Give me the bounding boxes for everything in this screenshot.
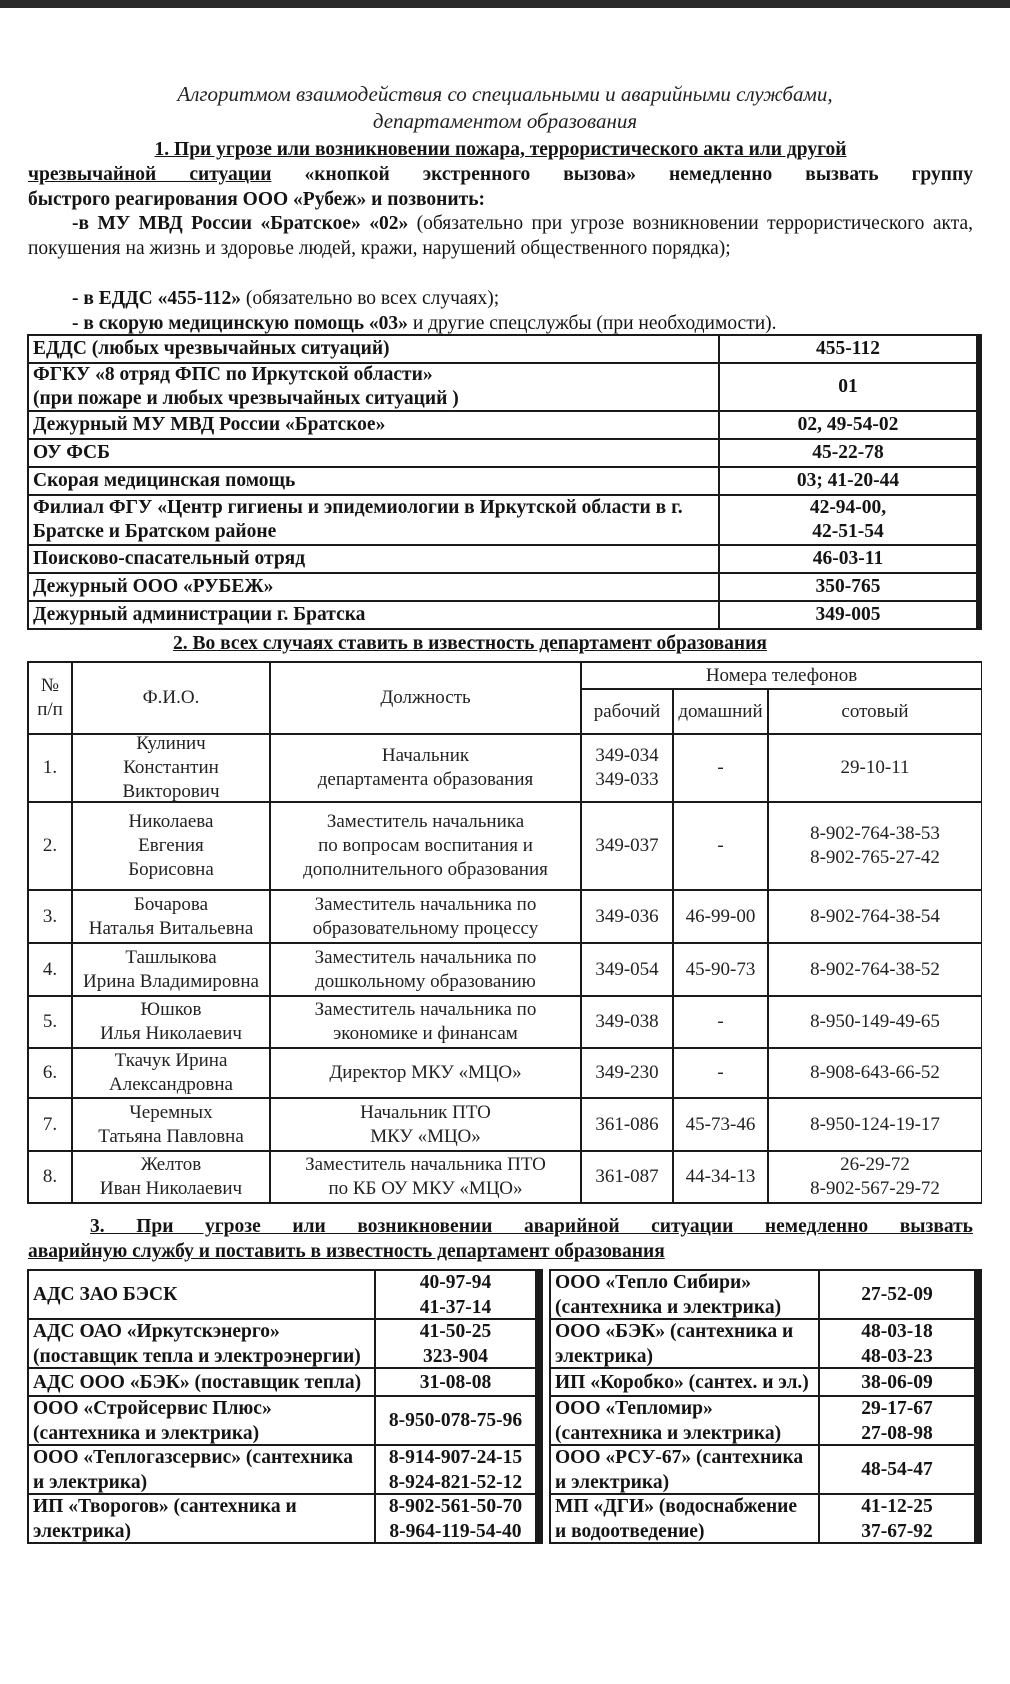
utility-service-phone: 31-08-08 bbox=[376, 1369, 535, 1395]
utility-service-phone: 8-902-561-50-70 8-964-119-54-40 bbox=[376, 1495, 535, 1542]
section1-line2-rest: «кнопкой экстренного вызова» немедленно вызвать группу bbox=[271, 164, 973, 185]
col-header-work-phone: рабочий bbox=[582, 690, 672, 733]
section3-title-line-2 bbox=[28, 1238, 973, 1265]
utility-service-name: МП «ДГИ» (водоснабжение и водоотведение) bbox=[551, 1495, 818, 1542]
staff-home-phone: 44-34-13 bbox=[674, 1152, 767, 1202]
staff-home-phone: 45-73-46 bbox=[674, 1099, 767, 1150]
section3-title-line-1 bbox=[28, 1213, 973, 1240]
section1-title-text: 1. При угрозе или возникновении пожара, террористического акта или другой bbox=[154, 139, 847, 160]
staff-position: Заместитель начальника по дошкольному образованию bbox=[271, 944, 580, 995]
service-name: ФГКУ «8 отряд ФПС по Иркутской области» (при пожаре и любых чрезвычайных ситуаций ) bbox=[29, 364, 718, 410]
service-phone: 02, 49-54-02 bbox=[720, 412, 976, 438]
utility-service-name: ООО «Стройсервис Плюс» (сантехника и электрика) bbox=[29, 1397, 374, 1444]
section1-line3 bbox=[28, 186, 973, 213]
utility-service-name: ООО «Тепло Сибири» (сантехника и электрика) bbox=[551, 1271, 818, 1318]
staff-name: Николаева Евгения Борисовна bbox=[73, 803, 269, 889]
utility-services-table-left bbox=[27, 1269, 543, 1544]
staff-position: Заместитель начальника ПТО по КБ ОУ МКУ «МЦО» bbox=[271, 1152, 580, 1202]
row-number: 3. bbox=[29, 891, 71, 942]
row-number: 4. bbox=[29, 944, 71, 995]
service-phone: 46-03-11 bbox=[720, 546, 976, 572]
utility-service-name: АДС ООО «БЭК» (поставщик тепла) bbox=[29, 1369, 374, 1395]
utility-service-phone: 48-03-18 48-03-23 bbox=[820, 1320, 974, 1367]
staff-work-phone: 349-036 bbox=[582, 891, 672, 942]
section3-title-line1-text: 3. При угрозе или возникновении аварийной ситуации немедленно вызвать bbox=[90, 1216, 973, 1237]
col-header-mobile-phone: сотовый bbox=[769, 690, 981, 733]
staff-mobile-phone: 8-950-149-49-65 bbox=[769, 997, 981, 1047]
staff-mobile-phone: 8-902-764-38-52 bbox=[769, 944, 981, 995]
service-name: Поисково-спасательный отряд bbox=[29, 546, 718, 572]
document-title-line-2: департаментом образования bbox=[372, 109, 638, 133]
staff-mobile-phone: 26-29-72 8-902-567-29-72 bbox=[769, 1152, 981, 1202]
section2-title-text: 2. Во всех случаях ставить в известность департамент образования bbox=[173, 633, 767, 654]
utility-service-name: АДС ОАО «Иркутскэнерго» (поставщик тепла и электроэнергии) bbox=[29, 1320, 374, 1367]
document-title-line-1: Алгоритмом взаимодействия со специальными и аварийными службами, bbox=[177, 82, 833, 106]
staff-work-phone: 349-054 bbox=[582, 944, 672, 995]
service-phone: 349-005 bbox=[720, 602, 976, 628]
utility-service-phone: 40-97-94 41-37-14 bbox=[376, 1271, 535, 1318]
staff-home-phone: - bbox=[674, 1049, 767, 1097]
col-header-number: № п/п bbox=[29, 663, 71, 733]
item-edds-rest: (обязательно во всех случаях); bbox=[241, 288, 500, 309]
utility-service-phone: 27-52-09 bbox=[820, 1271, 974, 1318]
row-number: 7. bbox=[29, 1099, 71, 1150]
scan-top-border bbox=[0, 0, 1010, 8]
staff-name: Ткачук Ирина Александровна bbox=[73, 1049, 269, 1097]
staff-mobile-phone: 8-902-764-38-53 8-902-765-27-42 bbox=[769, 803, 981, 889]
service-phone: 45-22-78 bbox=[720, 440, 976, 466]
col-header-position: Должность bbox=[271, 663, 580, 733]
staff-home-phone: 46-99-00 bbox=[674, 891, 767, 942]
staff-home-phone: 45-90-73 bbox=[674, 944, 767, 995]
service-name: Дежурный МУ МВД России «Братское» bbox=[29, 412, 718, 438]
service-phone: 03; 41-20-44 bbox=[720, 468, 976, 494]
service-phone: 42-94-00, 42-51-54 bbox=[720, 496, 976, 544]
item-edds-bold: - в ЕДДС «455-112» bbox=[72, 288, 241, 309]
utility-service-name: ИП «Коробко» (сантех. и эл.) bbox=[551, 1369, 818, 1395]
utility-service-phone: 8-950-078-75-96 bbox=[376, 1397, 535, 1444]
col-header-name: Ф.И.О. bbox=[73, 663, 269, 733]
emergency-contacts-table bbox=[27, 334, 982, 630]
service-phone: 455-112 bbox=[720, 336, 976, 362]
department-staff-table bbox=[27, 661, 982, 1204]
staff-position: Начальник департамента образования bbox=[271, 735, 580, 801]
section2-title bbox=[70, 630, 870, 657]
service-name: Скорая медицинская помощь bbox=[29, 468, 718, 494]
section1-line3-text: быстрого реагирования ООО «Рубеж» и позвонить: bbox=[28, 189, 486, 210]
staff-work-phone: 349-038 bbox=[582, 997, 672, 1047]
staff-position: Директор МКУ «МЦО» bbox=[271, 1049, 580, 1097]
staff-name: Ташлыкова Ирина Владимировна bbox=[73, 944, 269, 995]
staff-work-phone: 349-230 bbox=[582, 1049, 672, 1097]
staff-mobile-phone: 8-902-764-38-54 bbox=[769, 891, 981, 942]
item-police-rest: (обязательно при угрозе возникновении террористического акта, покушения на жизнь и здоровье людей, кражи, нарушений общественного порядка); bbox=[28, 213, 974, 259]
staff-position: Начальник ПТО МКУ «МЦО» bbox=[271, 1099, 580, 1150]
utility-service-phone: 41-50-25 323-904 bbox=[376, 1320, 535, 1367]
staff-position: Заместитель начальника по экономике и финансам bbox=[271, 997, 580, 1047]
utility-service-phone: 41-12-25 37-67-92 bbox=[820, 1495, 974, 1542]
staff-mobile-phone: 8-908-643-66-52 bbox=[769, 1049, 981, 1097]
section1-line2-underlined: чрезвычайной ситуации bbox=[28, 164, 272, 185]
staff-home-phone: - bbox=[674, 997, 767, 1047]
staff-name: Юшков Илья Николаевич bbox=[73, 997, 269, 1047]
utility-service-name: ООО «РСУ-67» (сантехника и электрика) bbox=[551, 1446, 818, 1493]
staff-name: Кулинич Константин Викторович bbox=[73, 735, 269, 801]
row-number: 6. bbox=[29, 1049, 71, 1097]
utility-service-phone: 38-06-09 bbox=[820, 1369, 974, 1395]
col-header-phones: Номера телефонов bbox=[582, 663, 981, 688]
section3-title-line2-text: аварийную службу и поставить в известность департамент образования bbox=[28, 1241, 665, 1262]
utility-service-name: АДС ЗАО БЭСК bbox=[29, 1271, 374, 1318]
row-number: 5. bbox=[29, 997, 71, 1047]
staff-name: Желтов Иван Николаевич bbox=[73, 1152, 269, 1202]
staff-mobile-phone: 29-10-11 bbox=[769, 735, 981, 801]
section1-line2 bbox=[28, 161, 973, 188]
staff-home-phone: - bbox=[674, 803, 767, 889]
utility-service-name: ООО «Теплогазсервис» (сантехника и электрика) bbox=[29, 1446, 374, 1493]
section1-item-police bbox=[28, 211, 973, 261]
staff-position: Заместитель начальника по образовательному процессу bbox=[271, 891, 580, 942]
section1-item-ambulance bbox=[28, 311, 973, 336]
service-name: Филиал ФГУ «Центр гигиены и эпидемиологии в Иркутской области в г. Братске и Братском районе bbox=[29, 496, 718, 544]
staff-home-phone: - bbox=[674, 735, 767, 801]
staff-position: Заместитель начальника по вопросам воспитания и дополнительного образования bbox=[271, 803, 580, 889]
utility-service-name: ООО «БЭК» (сантехника и электрика) bbox=[551, 1320, 818, 1367]
utility-service-phone: 48-54-47 bbox=[820, 1446, 974, 1493]
staff-work-phone: 361-086 bbox=[582, 1099, 672, 1150]
utility-service-name: ООО «Тепломир» (сантехника и электрика) bbox=[551, 1397, 818, 1444]
staff-work-phone: 349-034 349-033 bbox=[582, 735, 672, 801]
service-name: ЕДДС (любых чрезвычайных ситуаций) bbox=[29, 336, 718, 362]
service-phone: 01 bbox=[720, 364, 976, 410]
utility-service-name: ИП «Творогов» (сантехника и электрика) bbox=[29, 1495, 374, 1542]
utility-service-phone: 8-914-907-24-15 8-924-821-52-12 bbox=[376, 1446, 535, 1493]
item-ambulance-bold: - в скорую медицинскую помощь «03» bbox=[72, 313, 408, 334]
staff-mobile-phone: 8-950-124-19-17 bbox=[769, 1099, 981, 1150]
item-police-bold: -в МУ МВД России «Братское» «02» bbox=[72, 213, 409, 234]
row-number: 2. bbox=[29, 803, 71, 889]
section1-item-edds bbox=[28, 286, 973, 311]
utility-service-phone: 29-17-67 27-08-98 bbox=[820, 1397, 974, 1444]
staff-work-phone: 349-037 bbox=[582, 803, 672, 889]
section1-title bbox=[28, 136, 973, 163]
row-number: 1. bbox=[29, 735, 71, 801]
utility-services-table-right bbox=[549, 1269, 982, 1544]
staff-name: Бочарова Наталья Витальевна bbox=[73, 891, 269, 942]
service-name: ОУ ФСБ bbox=[29, 440, 718, 466]
service-name: Дежурный ООО «РУБЕЖ» bbox=[29, 574, 718, 600]
service-name: Дежурный администрации г. Братска bbox=[29, 602, 718, 628]
staff-name: Черемных Татьяна Павловна bbox=[73, 1099, 269, 1150]
service-phone: 350-765 bbox=[720, 574, 976, 600]
staff-work-phone: 361-087 bbox=[582, 1152, 672, 1202]
row-number: 8. bbox=[29, 1152, 71, 1202]
col-header-home-phone: домашний bbox=[674, 690, 767, 733]
item-ambulance-rest: и другие спецслужбы (при необходимости). bbox=[407, 313, 777, 334]
